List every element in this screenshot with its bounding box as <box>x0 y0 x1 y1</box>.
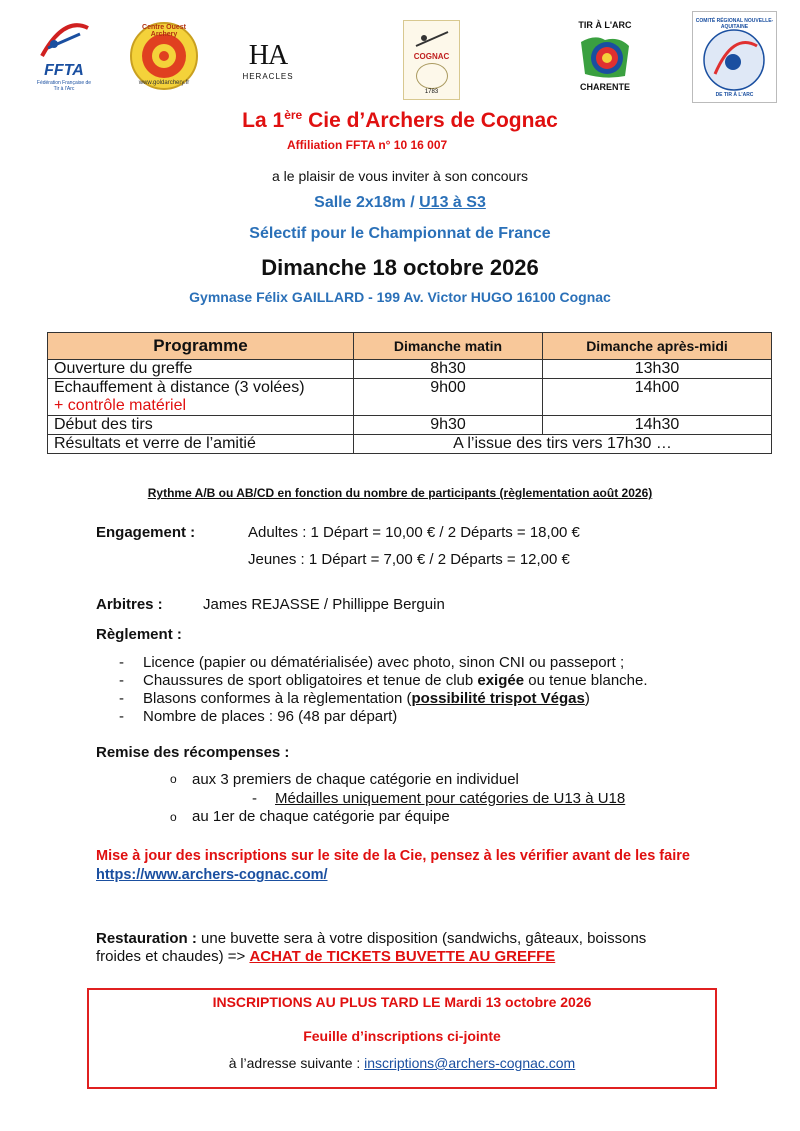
invite-text: a le plaisir de vous inviter à son concours <box>271 168 529 184</box>
circle-bullet: o <box>170 810 177 824</box>
programme-table <box>47 332 772 454</box>
ffta-logo-subtext: Fédération Française de Tir à l'Arc <box>36 80 92 92</box>
heracles-text: HERACLES <box>242 71 294 81</box>
row-matin: 9h00 <box>354 379 543 416</box>
engagement-jeunes: Jeunes : 1 Départ = 7,00 € / 2 Départs = 12,00 € <box>248 551 570 568</box>
arbitres-label: Arbitres : <box>96 596 163 613</box>
title-suffix: Cie d’Archers de Cognac <box>302 109 558 132</box>
goldarchery-url-text: www.goldarchery.fr <box>138 80 190 86</box>
event-date: Dimanche 18 octobre 2026 <box>261 255 539 280</box>
page-title <box>0 108 800 133</box>
adresse-label: à l’adresse suivante : <box>228 1055 365 1071</box>
restauration-label: Restauration : <box>96 930 197 947</box>
rythme-text: Rythme A/B ou AB/CD en fonction du nombre de participants (règlementation août 2026) <box>147 486 653 500</box>
centre-ouest-archery-logo <box>128 16 200 94</box>
venue-address: Gymnase Félix GAILLARD - 199 Av. Victor HUGO 16100 Cognac <box>189 289 611 305</box>
row-label-extra: + contrôle matériel <box>54 397 187 414</box>
row-aprem: 14h00 <box>543 379 772 416</box>
salle-text: Salle 2x18m / <box>314 194 420 211</box>
comite-regional-subtext: DE TIR À L'ARC <box>715 92 754 98</box>
cognac-logo-year: 1783 <box>424 88 439 95</box>
affiliation-text: Affiliation FFTA n° 10 16 007 <box>287 138 448 152</box>
achat-tickets-text: ACHAT de TICKETS BUVETTE AU GREFFE <box>249 948 556 965</box>
selectif-text: Sélectif pour le Championnat de France <box>249 225 551 242</box>
table-row <box>48 379 772 416</box>
list-bullet: - <box>119 708 124 725</box>
site-link[interactable]: https://www.archers-cognac.com/ <box>96 867 328 883</box>
restauration-text: froides et chaudes) => <box>96 948 250 965</box>
row-aprem: 14h30 <box>543 416 772 435</box>
engagement-adultes: Adultes : 1 Départ = 10,00 € / 2 Départs = 18,00 € <box>248 524 580 541</box>
inscriptions-deadline: INSCRIPTIONS AU PLUS TARD LE Mardi 13 octobre 2026 <box>212 994 592 1010</box>
reglement-item: Licence (papier ou dématérialisée) avec photo, sinon CNI ou passeport ; <box>143 654 625 671</box>
row-matin: 8h30 <box>354 360 543 379</box>
table-row <box>48 435 772 454</box>
circle-bullet: o <box>170 772 177 786</box>
row-matin: 9h30 <box>354 416 543 435</box>
ffta-logo <box>25 18 103 96</box>
table-header-row <box>48 333 772 360</box>
inscriptions-feuille: Feuille d’inscriptions ci-jointe <box>303 1028 501 1044</box>
salle-line <box>0 194 800 212</box>
reglement-item <box>143 672 648 689</box>
arbitres-value: James REJASSE / Phillippe Berguin <box>203 596 445 613</box>
heracles-logo <box>240 30 296 90</box>
table-row <box>48 416 772 435</box>
title-prefix: La 1 <box>242 109 285 132</box>
reglement-item-text: ou tenue blanche. <box>524 672 648 689</box>
row-label: Résultats et verre de l’amitié <box>48 435 354 454</box>
row-label: Début des tirs <box>48 416 354 435</box>
inscriptions-email-link[interactable]: inscriptions@archers-cognac.com <box>364 1055 576 1071</box>
reglement-item-text: Blasons conformes à la règlementation ( <box>143 690 412 707</box>
row-merged-value: A l’issue des tirs vers 17h30 … <box>354 435 772 454</box>
archer-silhouette-icon <box>412 26 452 52</box>
list-bullet: - <box>119 690 124 707</box>
centre-ouest-archery-text: Centre Ouest Archery <box>142 24 186 38</box>
tir-a-larc-text: TIR À L'ARC <box>578 20 632 30</box>
header-dimanche-matin: Dimanche matin <box>354 333 543 360</box>
title-superscript: ère <box>284 108 303 122</box>
table-row <box>48 360 772 379</box>
row-label <box>48 379 354 416</box>
list-bullet: - <box>119 654 124 671</box>
cognac-seal-icon <box>416 63 448 89</box>
reglement-item-text: ) <box>584 690 590 707</box>
list-bullet: - <box>119 672 124 689</box>
comite-regional-logo <box>692 11 777 103</box>
tir-a-larc-charente-logo <box>570 18 640 94</box>
ffta-logo-text: FFTA <box>44 62 84 79</box>
reglement-item: Nombre de places : 96 (48 par départ) <box>143 708 398 725</box>
row-label: Ouverture du greffe <box>48 360 354 379</box>
restauration-line-2 <box>96 948 555 965</box>
header-dimanche-apres-midi: Dimanche après-midi <box>543 333 772 360</box>
engagement-label: Engagement : <box>96 524 196 541</box>
reglement-item <box>143 690 590 707</box>
recompenses-label: Remise des récompenses : <box>96 744 290 761</box>
header-programme: Programme <box>48 333 354 360</box>
reglement-item-text: Chaussures de sport obligatoires et tenue de club <box>143 672 478 689</box>
maj-text: Mise à jour des inscriptions sur le site de la Cie, pensez à les vérifier avant de les faire <box>96 848 690 864</box>
list-bullet: - <box>252 790 257 807</box>
categories-text: U13 à S3 <box>419 194 486 211</box>
reglement-label: Règlement : <box>96 626 182 643</box>
recompenses-subitem: Médailles uniquement pour catégories de U13 à U18 <box>275 790 626 807</box>
recompenses-item: au 1er de chaque catégorie par équipe <box>192 808 450 825</box>
cognac-logo-text: COGNAC <box>413 51 450 61</box>
comite-regional-text: COMITÉ RÉGIONAL NOUVELLE-AQUITAINE <box>695 18 774 30</box>
charente-text: CHARENTE <box>579 82 630 92</box>
ffta-emblem-icon <box>34 22 94 62</box>
restauration-line-1 <box>96 930 646 947</box>
heracles-monogram: HA <box>248 39 288 71</box>
row-aprem: 13h30 <box>543 360 772 379</box>
recompenses-item: aux 3 premiers de chaque catégorie en individuel <box>192 771 519 788</box>
reglement-item-bold: exigée <box>477 672 525 689</box>
inscriptions-adresse <box>89 1055 715 1071</box>
charente-target-icon <box>575 32 635 82</box>
restauration-text: une buvette sera à votre disposition (sandwichs, gâteaux, boissons <box>196 930 647 947</box>
row-label-text: Echauffement à distance (3 volées) <box>54 379 305 396</box>
inscriptions-box <box>87 988 717 1089</box>
reglement-item-bold: possibilité trispot Végas <box>411 690 585 707</box>
cognac-logo <box>403 20 460 100</box>
